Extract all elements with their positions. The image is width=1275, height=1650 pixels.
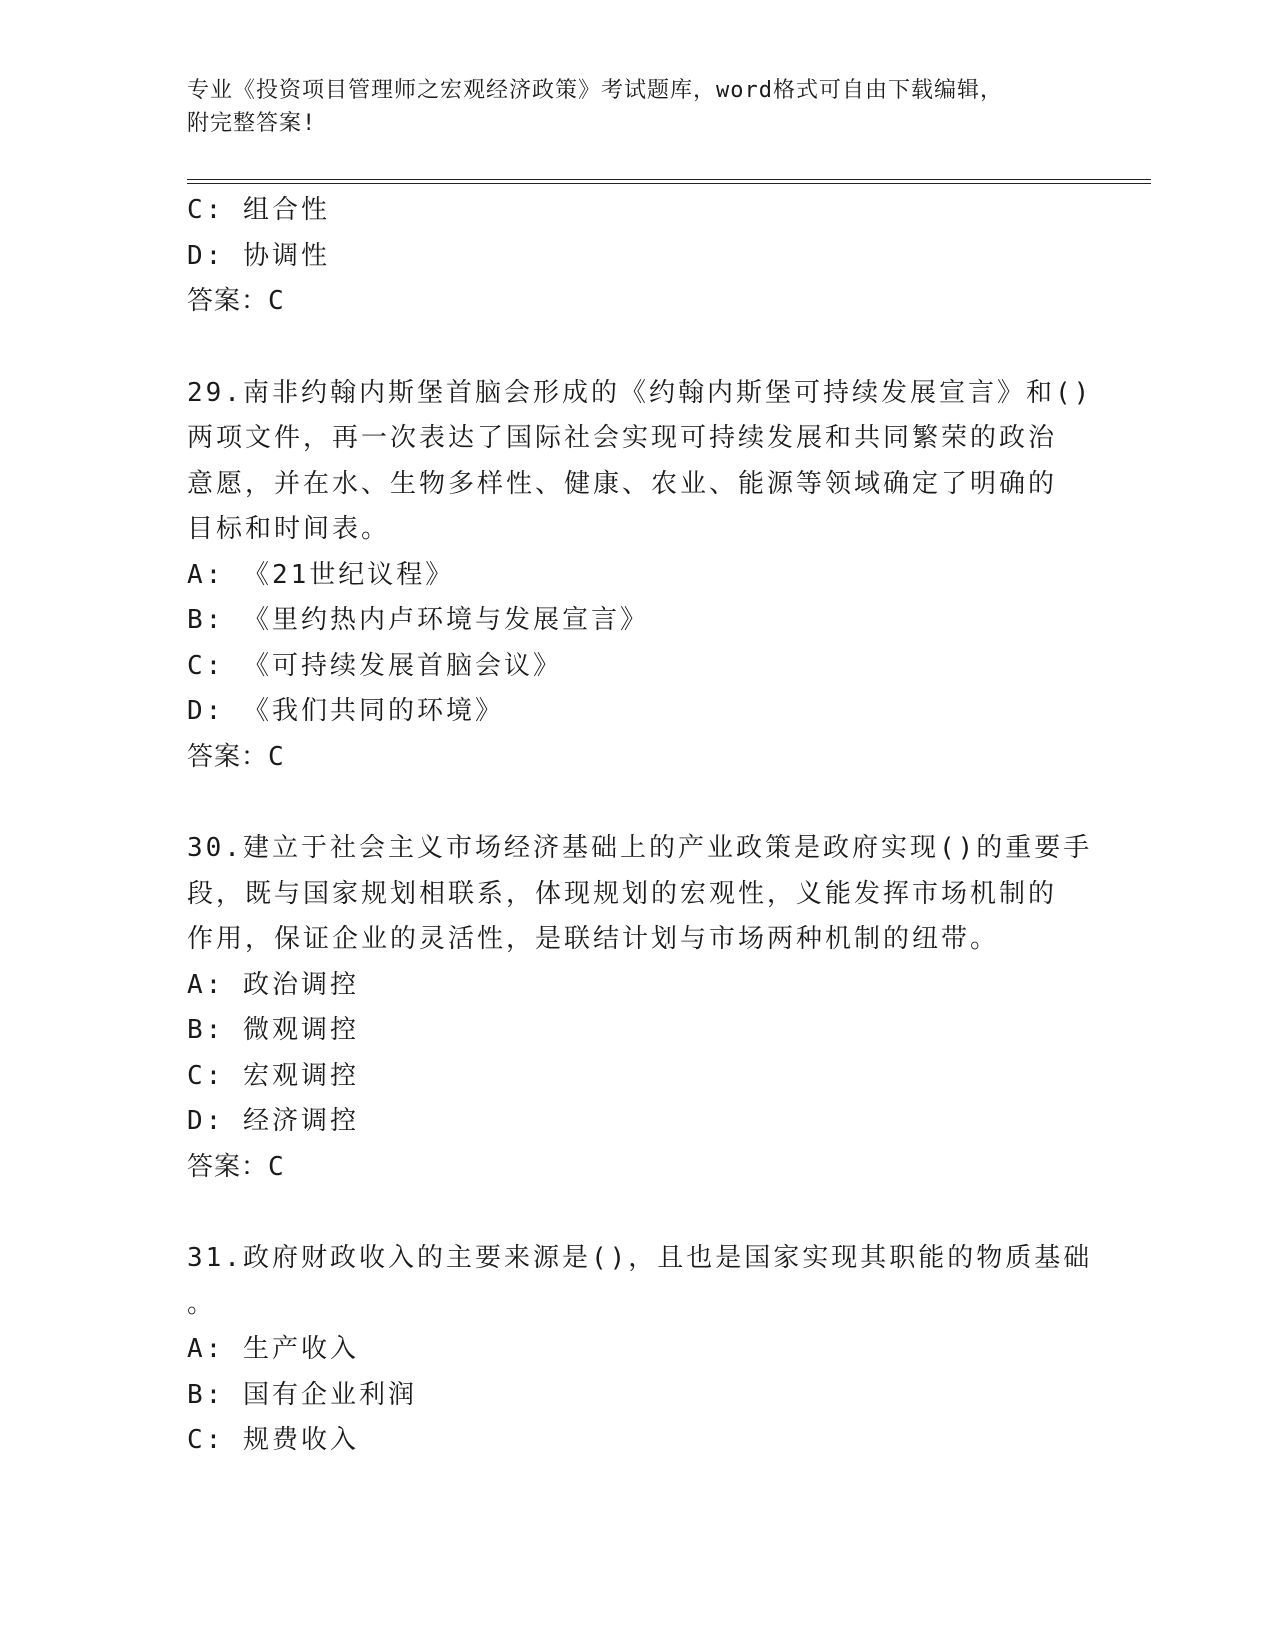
question-text-line: 作用，保证企业的灵活性，是联结计划与市场两种机制的纽带。	[187, 924, 1000, 954]
question-29	[187, 371, 1093, 781]
question-text-line: 两项文件，再一次表达了国际社会实现可持续发展和共同繁荣的政治	[187, 423, 1058, 453]
header-rule-bottom	[187, 183, 1151, 184]
question-text-line: 目标和时间表。	[187, 514, 391, 544]
question-28-tail	[187, 188, 1077, 325]
answer-line: 答案：C	[187, 1151, 285, 1182]
option-b: B: 《里约热内卢环境与发展宣言》	[187, 605, 649, 635]
answer-line: 答案：C	[187, 741, 285, 772]
answer-line: 答案：C	[187, 286, 285, 316]
option-d: D: 《我们共同的环境》	[187, 696, 504, 726]
question-text-line: 31.政府财政收入的主要来源是()，且也是国家实现其职能的物质基础	[187, 1243, 1093, 1273]
header-line-2: 附完整答案!	[187, 111, 317, 136]
option-a: A: 政治调控	[187, 969, 359, 1000]
option-d: D: 经济调控	[187, 1106, 359, 1136]
question-text-line: 意愿，并在水、生物多样性、健康、农业、能源等领域确定了明确的	[187, 468, 1058, 499]
option-a: A: 《21世纪议程》	[187, 559, 455, 590]
option-c: C: 规费收入	[187, 1425, 359, 1455]
question-text-line: 段，既与国家规划相联系，体现规划的宏观性，义能发挥市场机制的	[187, 878, 1058, 909]
question-content	[187, 188, 1093, 1464]
question-text-line: 30.建立于社会主义市场经济基础上的产业政策是政府实现()的重要手	[187, 833, 1093, 863]
option-c: C: 宏观调控	[187, 1060, 359, 1091]
option-d: D: 协调性	[187, 240, 330, 271]
page-header	[187, 74, 1087, 140]
option-b: B: 国有企业利润	[187, 1379, 417, 1410]
option-c: C: 《可持续发展首脑会议》	[187, 650, 562, 681]
question-31	[187, 1236, 1093, 1464]
question-text-line: 29.南非约翰内斯堡首脑会形成的《约翰内斯堡可持续发展宣言》和()	[187, 377, 1093, 408]
option-b: B: 微观调控	[187, 1015, 359, 1045]
header-rule-top	[187, 179, 1151, 180]
option-c: C: 组合性	[187, 195, 330, 225]
question-text-line: 。	[187, 1288, 217, 1319]
option-a: A: 生产收入	[187, 1334, 359, 1364]
header-line-1: 专业《投资项目管理师之宏观经济政策》考试题库，word格式可自由下载编辑，	[187, 78, 1003, 103]
question-30	[187, 826, 1093, 1190]
